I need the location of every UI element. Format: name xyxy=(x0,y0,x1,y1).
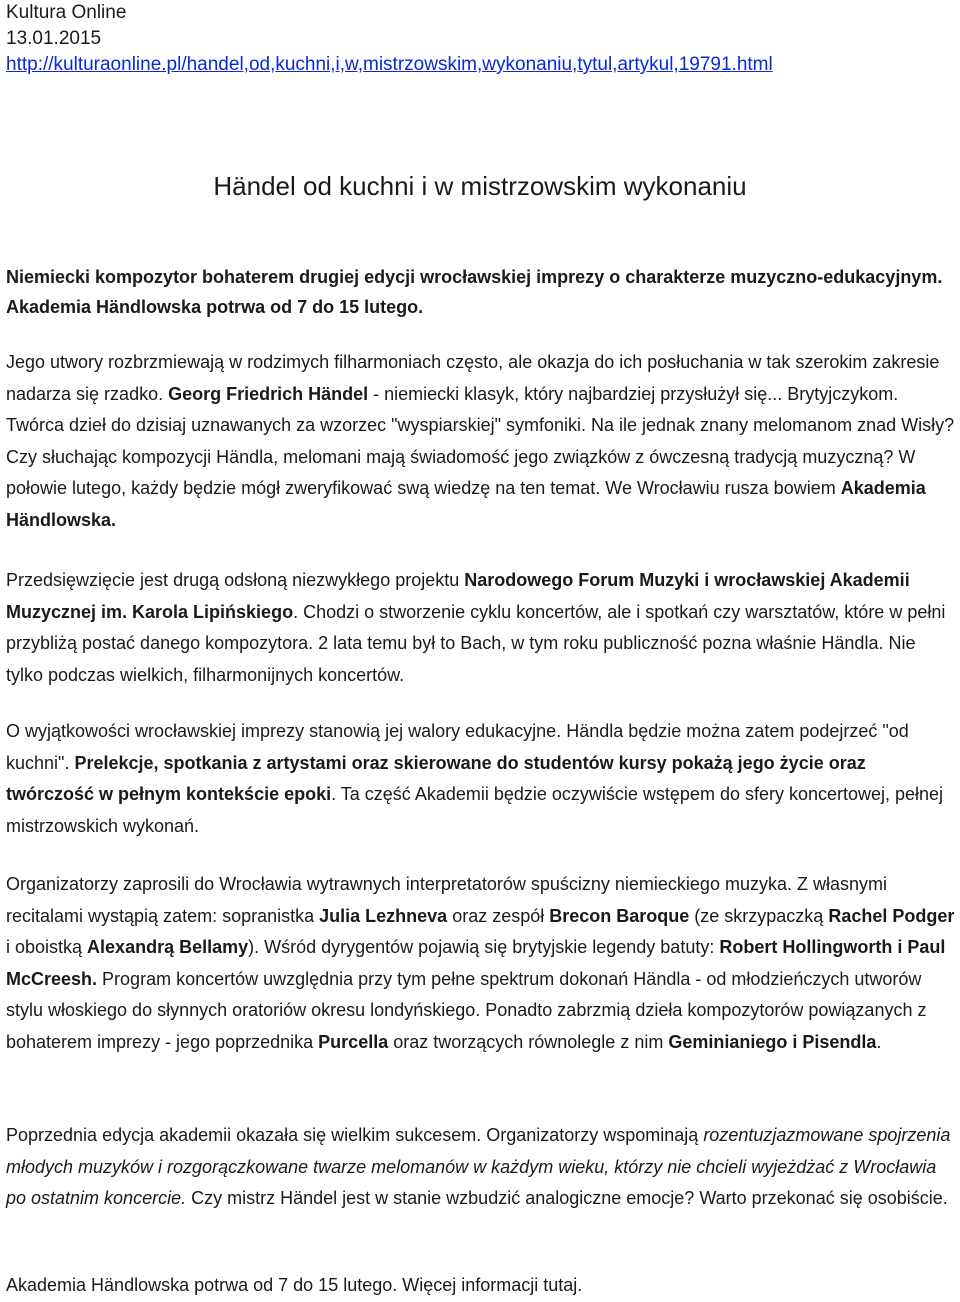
text: i oboistką xyxy=(6,937,88,957)
bold-text: Narodowego Forum Muzyki i wrocławskiej Akademii Muzycznej im. Karola Lipińskiego xyxy=(6,570,910,622)
bold-text: Akademia Händlowska. xyxy=(6,478,926,530)
text: - niemiecki klasyk, który najbardziej przysłużył się... Brytyjczykom. Twórca dzieł do dzisiaj uznawanych za wzorzec "wyspiarskiej" symfoniki. Na ile jednak znany melomanom znad Wisły? Czy słuchając kompozycji Händla, melomani mają świadomość jego związków z ówczesną tradycją muzyczną? W połowie lutego, każdy będzie mógł zweryfikować swą wiedzę na ten temat. We Wrocławiu rusza bowiem xyxy=(6,383,955,498)
header-meta xyxy=(6,0,956,78)
text: Czy mistrz Händel jest w stanie wzbudzić analogiczne emocje? Warto przekonać się osobiście. xyxy=(186,1188,948,1208)
italic-quote: rozentuzjazmowane spojrzenia młodych muzyków i rozgorączkowane twarze melomanów w każdym wieku, którzy nie chcieli wyjeżdżać z Wrocławia po ostatnim koncercie. xyxy=(6,1125,951,1208)
paragraph-2 xyxy=(6,565,956,691)
bold-text: Prelekcje, spotkania z artystami oraz skierowane do studentów kursy pokażą jego życie oraz twórczość w pełnym kontekście epoki xyxy=(6,752,866,804)
paragraph-3 xyxy=(6,716,956,842)
text: . Ta część Akademii będzie oczywiście wstępem do sfery koncertowej, pełnej mistrzowskich wykonań. xyxy=(6,784,944,836)
text: O wyjątkowości wrocławskiej imprezy stanowią jej walory edukacyjne. Händla będzie można zatem podejrzeć "od kuchni". xyxy=(6,721,909,773)
closing-line: Akademia Händlowska potrwa od 7 do 15 lutego. Więcej informacji tutaj. xyxy=(6,1275,583,1295)
bold-text: Brecon Baroque xyxy=(549,905,690,926)
text: Poprzednia edycja akademii okazała się wielkim sukcesem. Organizatorzy wspominają xyxy=(6,1125,704,1145)
text: . Chodzi o stworzenie cyklu koncertów, ale i spotkań czy warsztatów, które w pełni przybliżą postać danego kompozytora. 2 lata temu był to Bach, w tym roku publiczność pozna właśnie Händla. Nie tylko podczas wielkich, filharmonijnych koncertów. xyxy=(6,601,946,685)
text: oraz zespół xyxy=(447,905,550,926)
bold-text: Robert Hollingworth i Paul McCreesh. xyxy=(6,937,946,989)
article-title: Händel od kuchni i w mistrzowskim wykonaniu xyxy=(213,171,747,201)
text: Przedsięwzięcie jest drugą odsłoną niezwykłego projektu xyxy=(6,570,465,590)
bold-text: Julia Lezhneva xyxy=(319,905,448,926)
text: ). Wśród dyrygentów pojawią się brytyjskie legendy batuty: xyxy=(248,937,720,957)
text: Program koncertów uwzględnia przy tym pełne spektrum dokonań Händla - od młodzieńczych utworów stylu włoskiego do słynnych oratoriów okresu londyńskiego. Ponadto zabrzmią dzieła kompozytorów powiązanych z bohaterem imprezy - jego poprzednika xyxy=(6,968,927,1052)
article-lead: Niemiecki kompozytor bohaterem drugiej edycji wrocławskiej imprezy o charakterze muzyczno-edukacyjnym. Akademia Händlowska potrwa od 7 do 15 lutego. xyxy=(6,267,943,317)
text: (ze skrzypaczką xyxy=(689,905,829,926)
bold-text: Purcella xyxy=(318,1031,389,1052)
bold-text: Georg Friedrich Händel xyxy=(168,383,369,404)
paragraph-1 xyxy=(6,347,956,536)
source-url-link[interactable]: http://kulturaonline.pl/handel,od,kuchni,i,w,mistrzowskim,wykonaniu,tytul,artykul,19791.html xyxy=(6,54,773,75)
source-name: Kultura Online xyxy=(6,2,127,23)
text: . xyxy=(876,1031,882,1052)
bold-text: Alexandrą Bellamy xyxy=(87,937,249,957)
paragraph-4 xyxy=(6,869,956,1058)
text: Jego utwory rozbrzmiewają w rodzimych filharmoniach często, ale okazja do ich posłuchania w tak szerokim zakresie nadarza się rzadko. xyxy=(6,352,940,404)
publish-date: 13.01.2015 xyxy=(6,28,102,49)
text: Organizatorzy zaprosili do Wrocławia wytrawnych interpretatorów spuścizny niemieckiego muzyka. Z własnymi recitalami wystąpią zatem: sopranistka xyxy=(6,874,887,926)
bold-text: Geminianiego i Pisendla xyxy=(668,1031,877,1052)
text: oraz tworzących równolegle z nim xyxy=(388,1031,669,1052)
paragraph-5 xyxy=(6,1120,956,1215)
bold-text: Rachel Podger xyxy=(828,905,955,926)
